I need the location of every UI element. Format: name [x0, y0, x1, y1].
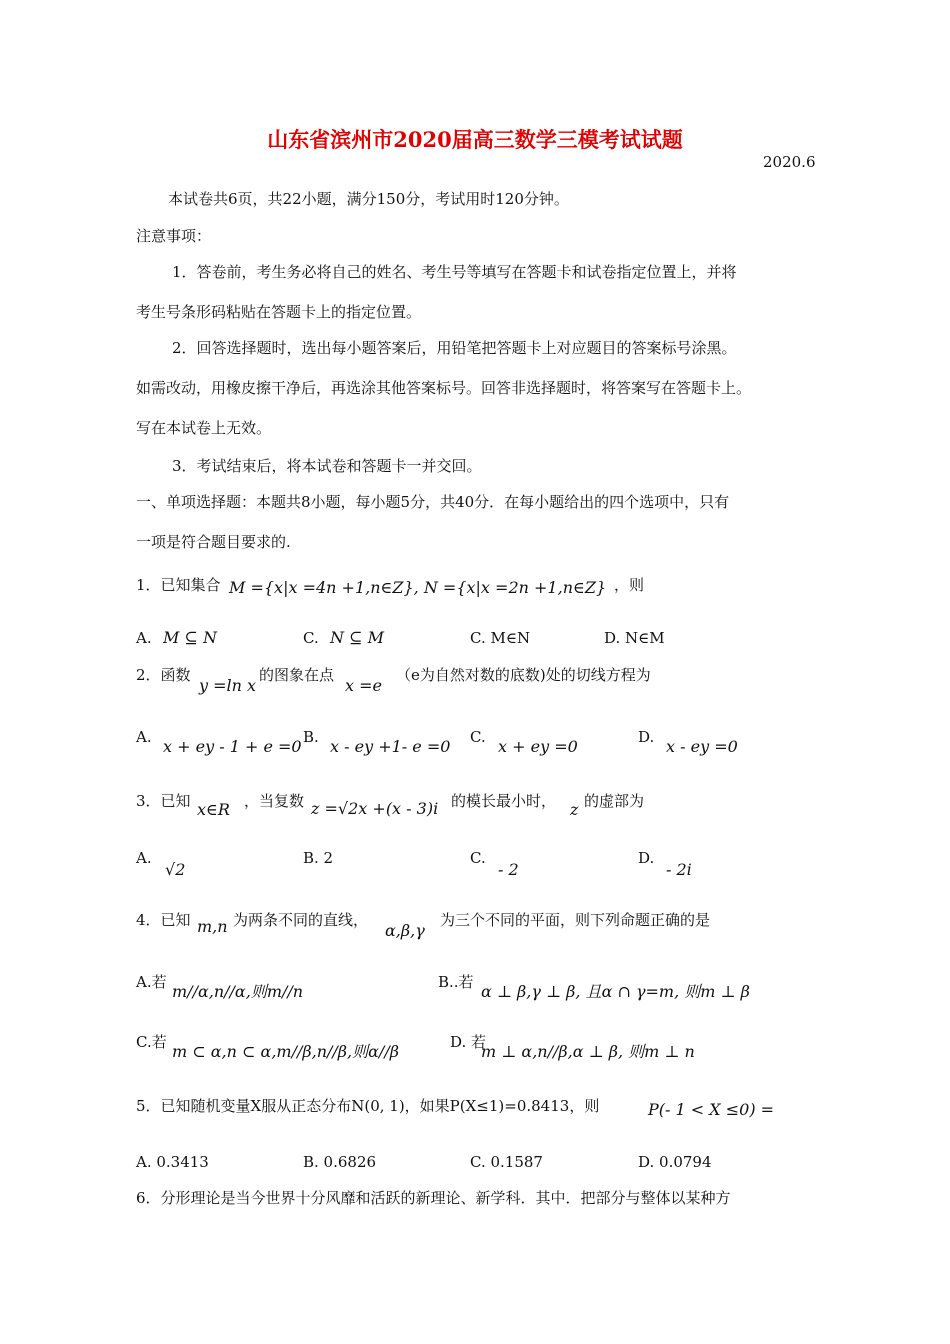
note-3: 3．考试结束后，将本试卷和答题卡一并交回。 — [172, 457, 482, 475]
q3-option-c: - 2 — [498, 860, 519, 879]
question-1-formula: M ={x|x =4n +1,n∈Z}, N ={x|x =2n +1,n∈Z} — [229, 578, 607, 597]
q1-option-b: N ⊆ M — [330, 628, 384, 647]
question-3-formula-1: x∈R — [197, 800, 230, 819]
q2-option-c-label: C. — [470, 728, 486, 746]
q3-option-c-label: C. — [470, 849, 486, 867]
q4-option-b-label: B..若 — [438, 973, 474, 991]
q1-option-c: C. M∈N — [470, 629, 531, 647]
note-2-line-2: 如需改动，用橡皮擦干净后，再选涂其他答案标号。回答非选择题时，将答案写在答题卡上。 — [136, 379, 752, 397]
note-2-line-1: 2．回答选择题时，选出每小题答案后，用铅笔把答题卡上对应题目的答案标号涂黑。 — [172, 339, 737, 357]
question-2-stem: 2．函数 — [136, 666, 191, 684]
question-1-tail: ，则 — [614, 576, 645, 594]
q3-option-b: B. 2 — [303, 849, 334, 867]
section-heading-line-2: 一项是符合题目要求的. — [136, 533, 291, 551]
q2-option-d-label: D. — [638, 728, 655, 746]
q5-option-c: C. 0.1587 — [470, 1153, 543, 1171]
q2-option-c: x + ey =0 — [498, 737, 578, 756]
exam-date: 2020.6 — [763, 153, 816, 171]
question-3-tail: 的虚部为 — [584, 792, 645, 810]
notice-heading: 注意事项： — [136, 227, 212, 245]
q3-option-d-label: D. — [638, 849, 655, 867]
exam-summary: 本试卷共6页，共22小题，满分150分，考试用时120分钟。 — [168, 190, 569, 208]
q1-option-a: M ⊆ N — [163, 628, 217, 647]
q4-option-c: m ⊂ α,n ⊂ α,m//β,n//β,则α//β — [172, 1042, 399, 1061]
question-6-stem: 6．分形理论是当今世界十分风靡和活跃的新理论、新学科．其中．把部分与整体以某种方 — [136, 1189, 731, 1207]
q2-option-b: x - ey +1- e =0 — [330, 737, 451, 756]
question-3-formula-2: z =√2x +(x - 3)i — [311, 799, 439, 818]
q5-option-a: A. 0.3413 — [136, 1153, 209, 1171]
question-2-mid: 的图象在点 — [259, 666, 335, 684]
question-4-stem: 4．已知 — [136, 911, 191, 929]
q3-option-a: √2 — [165, 860, 186, 879]
question-3-stem: 3．已知 — [136, 792, 191, 810]
question-5-formula: P(- 1 < X ≤0) = — [648, 1100, 775, 1119]
q5-option-d: D. 0.0794 — [638, 1153, 712, 1171]
q2-option-b-label: B. — [303, 728, 319, 746]
question-3-formula-3: z — [570, 800, 579, 819]
question-4-mid: 为两条不同的直线， — [233, 911, 369, 929]
page-title: 山东省滨州市2020届高三数学三模考试试题 — [267, 127, 683, 152]
question-2-formula-1: y =ln x — [199, 676, 257, 695]
q4-option-a-label: A.若 — [136, 973, 167, 991]
q4-option-d: m ⊥ α,n//β,α ⊥ β, 则m ⊥ n — [481, 1042, 695, 1061]
q3-option-d: - 2i — [666, 860, 692, 879]
q4-option-b: α ⊥ β,γ ⊥ β, 且α ∩ γ=m, 则m ⊥ β — [481, 982, 750, 1001]
q1-option-d: D. N∈M — [604, 629, 665, 647]
q1-option-b-label: C. — [303, 629, 319, 647]
question-2-tail: （e为自然对数的底数)处的切线方程为 — [396, 666, 651, 684]
q4-option-c-label: C.若 — [136, 1033, 167, 1051]
question-3-mid-2: 的模长最小时， — [451, 792, 557, 810]
note-1-line-1: 1．答卷前，考生务必将自己的姓名、考生号等填写在答题卡和试卷指定位置上，并将 — [172, 263, 737, 281]
q4-option-a: m//α,n//α,则m//n — [172, 982, 304, 1001]
note-1-line-2: 考生号条形码粘贴在答题卡上的指定位置。 — [136, 303, 422, 321]
question-1-stem: 1．已知集合 — [136, 576, 221, 594]
section-heading-line-1: 一、单项选择题：本题共8小题，每小题5分，共40分．在每小题给出的四个选项中，只有 — [136, 493, 730, 511]
q2-option-a: x + ey - 1 + e =0 — [163, 737, 302, 756]
q2-option-a-label: A. — [136, 728, 152, 746]
q2-option-d: x - ey =0 — [666, 737, 738, 756]
question-4-tail: 为三个不同的平面，则下列命题正确的是 — [440, 911, 711, 929]
q1-option-a-label: A. — [136, 629, 152, 647]
q3-option-a-label: A. — [136, 849, 152, 867]
q5-option-b: B. 0.6826 — [303, 1153, 377, 1171]
question-4-formula-2: α,β,γ — [385, 921, 425, 940]
question-2-formula-2: x =e — [345, 676, 382, 695]
question-4-formula-1: m,n — [197, 917, 228, 936]
question-3-mid: ，当复数 — [244, 792, 305, 810]
note-2-line-3: 写在本试卷上无效。 — [136, 419, 272, 437]
question-5-stem: 5．已知随机变量X服从正态分布N(0, 1)，如果P(X≤1)=0.8413，则 — [136, 1097, 600, 1115]
q4-option-d-label: D. 若 — [450, 1033, 487, 1051]
